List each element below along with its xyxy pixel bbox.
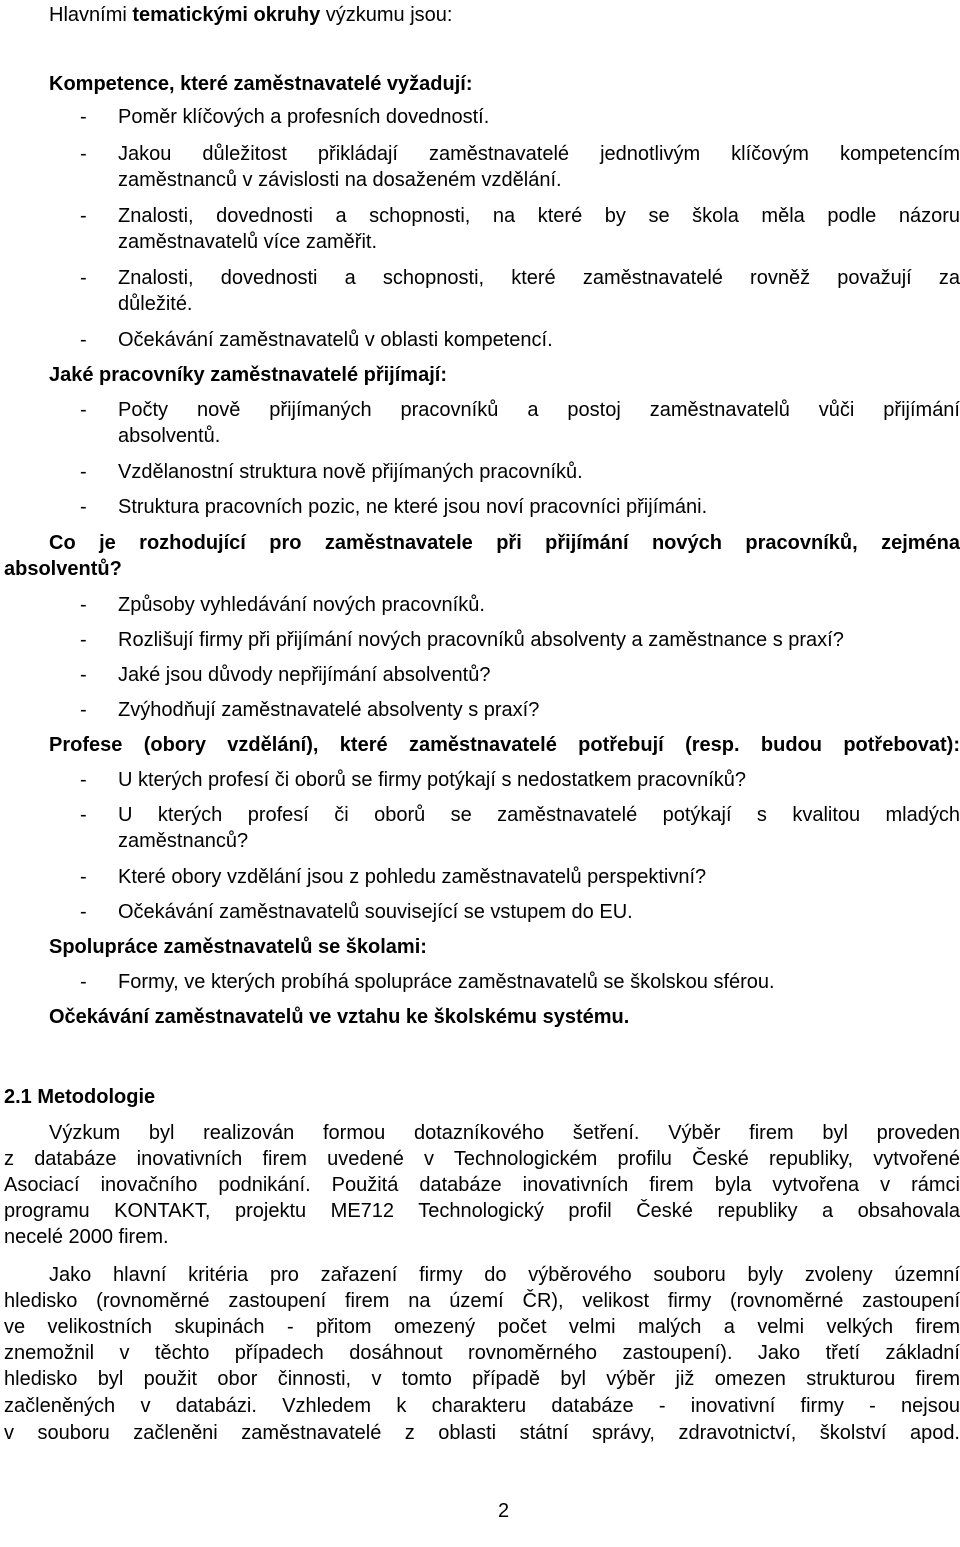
list-item: Poměr klíčových a profesních dovedností. [118, 106, 490, 128]
list-dash: - [80, 106, 87, 128]
list-item: Znalosti, dovednosti a schopnosti, které zaměstnavatelé rovněž považují za [118, 267, 960, 289]
paragraph-line: z databáze inovativních firem uvedené v Technologickém profilu České republiky, vytvořené [4, 1148, 960, 1170]
list-dash: - [80, 267, 87, 289]
list-dash: - [80, 699, 87, 721]
list-dash: - [80, 901, 87, 923]
list-item-cont: zaměstnanců v závislosti na dosaženém vzdělání. [118, 169, 562, 191]
list-item: Očekávání zaměstnavatelů v oblasti kompetencí. [118, 329, 553, 351]
list-item: Znalosti, dovednosti a schopnosti, na které by se škola měla podle názoru [118, 205, 960, 227]
section-title: 2.1 Metodologie [4, 1086, 156, 1108]
section-heading-professions: Profese (obory vzdělání), které zaměstnavatelé potřebují (resp. budou potřebovat): [49, 734, 960, 756]
paragraph-line: znemožnil v těchto případech dosáhnout rovnoměrného zastoupení). Jako třetí základní [4, 1342, 960, 1364]
list-item: Jakou důležitost přikládají zaměstnavatelé jednotlivým klíčovým kompetencím [118, 143, 960, 165]
list-item-cont: absolventů. [118, 425, 221, 447]
section-heading-expectations: Očekávání zaměstnavatelů ve vztahu ke školskému systému. [49, 1006, 630, 1028]
list-dash: - [80, 329, 87, 351]
section-heading-hiring: Jaké pracovníky zaměstnavatelé přijímají: [49, 364, 447, 386]
section-heading-competences: Kompetence, které zaměstnavatelé vyžadují: [49, 73, 473, 95]
list-dash: - [80, 143, 87, 165]
intro-suffix: výzkumu jsou: [320, 4, 453, 26]
list-dash: - [80, 399, 87, 421]
paragraph-line: programu KONTAKT, projektu ME712 Technologický profil České republiky a obsahovala [4, 1200, 960, 1222]
paragraph-line: hledisko (rovnoměrné zastoupení firem na území ČR), velikost firmy (rovnoměrné zastoupení [4, 1290, 960, 1312]
paragraph-line: Asociací inovačního podnikání. Použitá databáze inovativních firem byla vytvořena v rámci [4, 1174, 960, 1196]
intro-line [49, 2, 452, 28]
list-dash: - [80, 971, 87, 993]
section-heading-decisive: Co je rozhodující pro zaměstnavatele při přijímání nových pracovníků, zejména [49, 532, 960, 554]
list-dash: - [80, 664, 87, 686]
paragraph-line: necelé 2000 firem. [4, 1226, 169, 1248]
paragraph-line: hledisko byl použit obor činnosti, v tomto případě byl výběr již omezen strukturou firem [4, 1368, 960, 1390]
paragraph-line: ve velikostních skupinách - přitom omezený počet velmi malých a velmi velkých firem [4, 1316, 960, 1338]
list-item: Rozlišují firmy při přijímání nových pracovníků absolventy a zaměstnance s praxí? [118, 629, 844, 651]
list-dash: - [80, 205, 87, 227]
list-item: Zvýhodňují zaměstnavatelé absolventy s praxí? [118, 699, 540, 721]
section-heading-decisive-cont: absolventů? [4, 558, 122, 580]
list-item: U kterých profesí či oborů se firmy potýkají s nedostatkem pracovníků? [118, 769, 747, 791]
list-item-cont: důležité. [118, 293, 193, 315]
paragraph-line: začleněných v databázi. Vzhledem k charakteru databáze - inovativní firmy - nejsou [4, 1395, 960, 1417]
list-dash: - [80, 804, 87, 826]
list-dash: - [80, 866, 87, 888]
list-dash: - [80, 461, 87, 483]
list-item: Struktura pracovních pozic, ne které jsou noví pracovníci přijímáni. [118, 496, 708, 518]
list-dash: - [80, 629, 87, 651]
list-item: Jaké jsou důvody nepřijímání absolventů? [118, 664, 491, 686]
list-item: Vzdělanostní struktura nově přijímaných pracovníků. [118, 461, 583, 483]
list-item: U kterých profesí či oborů se zaměstnavatelé potýkají s kvalitou mladých [118, 804, 960, 826]
intro-prefix: Hlavními [49, 4, 133, 26]
list-item: Způsoby vyhledávání nových pracovníků. [118, 594, 485, 616]
section-heading-cooperation: Spolupráce zaměstnavatelů se školami: [49, 936, 427, 958]
paragraph-line: Jako hlavní kritéria pro zařazení firmy do výběrového souboru byly zvoleny územní [49, 1264, 960, 1286]
list-item-cont: zaměstnanců? [118, 830, 249, 852]
list-dash: - [80, 594, 87, 616]
list-dash: - [80, 496, 87, 518]
list-dash: - [80, 769, 87, 791]
list-item: Které obory vzdělání jsou z pohledu zaměstnavatelů perspektivní? [118, 866, 707, 888]
page-number: 2 [498, 1500, 510, 1522]
list-item: Formy, ve kterých probíhá spolupráce zaměstnavatelů se školskou sférou. [118, 971, 775, 993]
list-item-cont: zaměstnavatelů více zaměřit. [118, 231, 377, 253]
list-item: Očekávání zaměstnavatelů související se vstupem do EU. [118, 901, 633, 923]
intro-bold: tematickými okruhy [132, 4, 321, 26]
list-item: Počty nově přijímaných pracovníků a postoj zaměstnavatelů vůči přijímání [118, 399, 960, 421]
paragraph-line: v souboru začleněni zaměstnavatelé z oblasti státní správy, zdravotnictví, školství apod. [4, 1422, 960, 1444]
paragraph-line: Výzkum byl realizován formou dotazníkového šetření. Výběr firem byl proveden [49, 1122, 960, 1144]
